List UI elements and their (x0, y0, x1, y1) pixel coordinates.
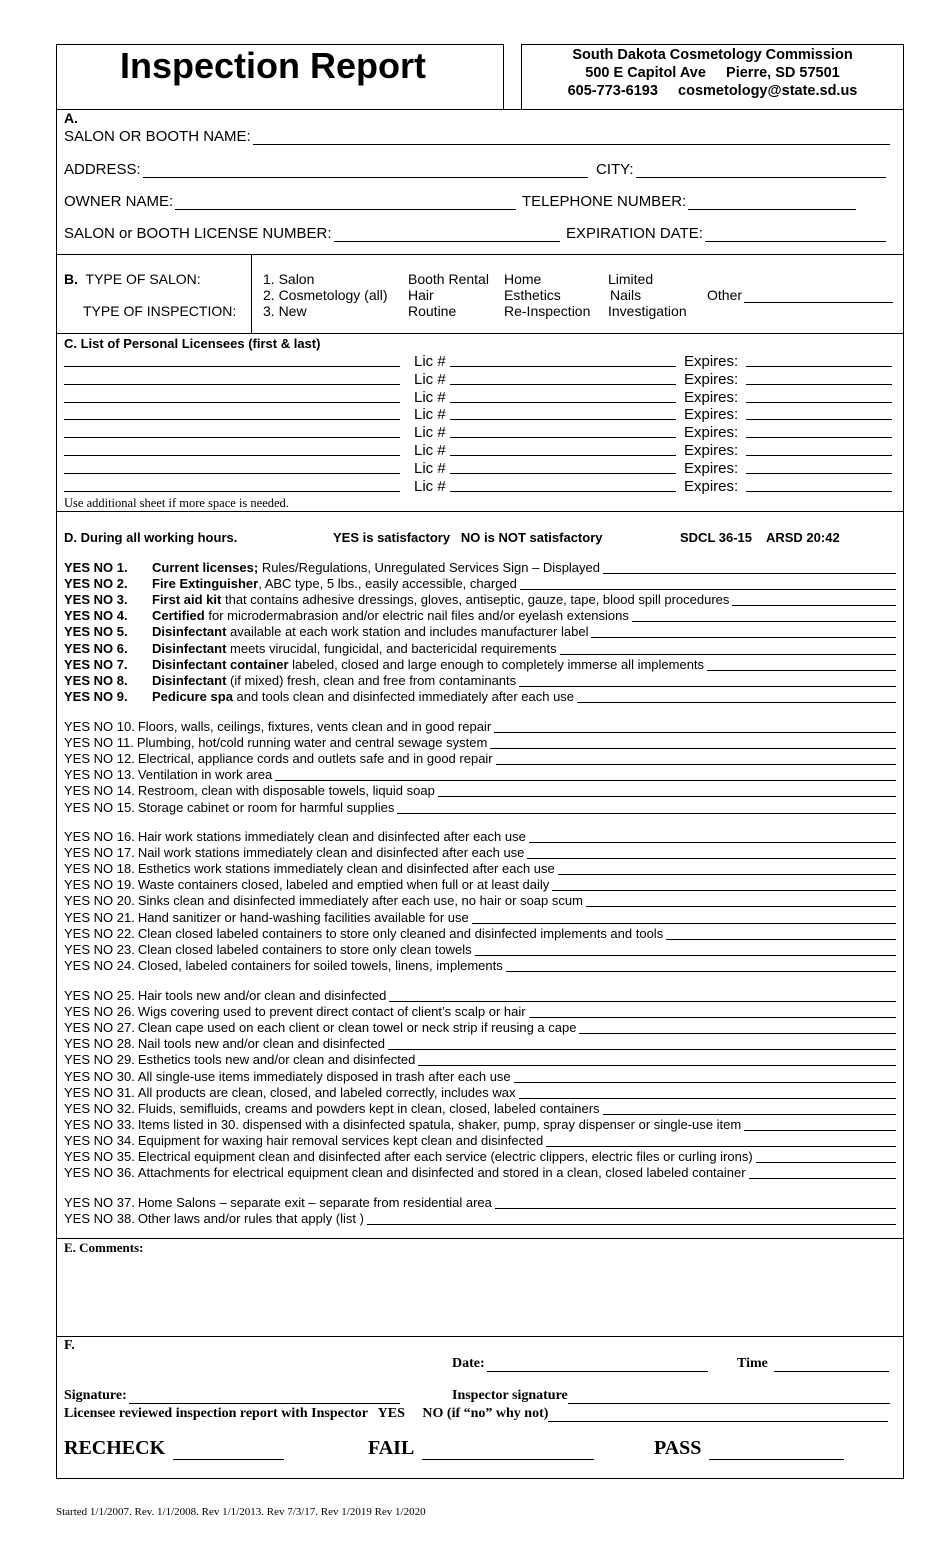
owner-name-field[interactable] (64, 193, 518, 210)
salon-name-field[interactable] (64, 128, 892, 145)
comments-area[interactable] (60, 1258, 898, 1334)
licensee-name-field[interactable] (64, 419, 400, 420)
lic-label: Lic # (414, 388, 446, 406)
item-text: for microdermabrasion and/or electric nail files and/or eyelash extensions (204, 608, 629, 624)
item-notes-line[interactable] (475, 944, 896, 956)
item-notes-line[interactable] (558, 863, 896, 875)
item-text: labeled, closed and large enough to completely immerse all implements (288, 656, 705, 672)
item-text: Floors, walls, ceilings, fixtures, vents clean and in good repair (137, 719, 492, 734)
item-notes-line[interactable] (418, 1054, 896, 1066)
section-divider (56, 511, 904, 512)
lic-number-field[interactable] (450, 419, 676, 420)
org-contact: 605-773-6193 cosmetology@state.sd.us (567, 83, 858, 99)
item-notes-line[interactable] (494, 721, 896, 733)
item-heading: Certified (152, 608, 205, 624)
item-text: Esthetics tools new and/or clean and disinfected (137, 1052, 416, 1068)
expires-field[interactable] (746, 419, 892, 420)
time-label: Time (737, 1356, 768, 1371)
section-divider (56, 333, 904, 334)
option-limited[interactable]: Limited (608, 271, 654, 287)
pass-label: PASS (654, 1437, 702, 1459)
licensee-name-field[interactable] (64, 455, 400, 456)
item-text: Home Salons – separate exit – separate from residential area (137, 1195, 492, 1210)
item-notes-line[interactable] (514, 1071, 896, 1083)
item-notes-line[interactable] (579, 1022, 896, 1034)
yes-no-choice[interactable]: YES NO 9. (64, 688, 128, 704)
expires-field[interactable] (746, 455, 892, 456)
yes-no-legend: YES is satisfactory NO is NOT satisfactory (333, 530, 603, 545)
item-text: Electrical, appliance cords and outlets safe and in good repair (137, 751, 493, 767)
telephone-field[interactable] (522, 193, 858, 210)
checklist-item-30[interactable] (64, 1069, 896, 1085)
section-c-note: Use additional sheet if more space is needed. (64, 496, 289, 510)
signature-field[interactable] (64, 1388, 402, 1404)
item-notes-line[interactable] (472, 912, 896, 924)
yes-no-choice[interactable]: YES NO 31. (64, 1084, 135, 1100)
yes-no-choice[interactable]: YES NO 20. (64, 893, 135, 909)
item-notes-line[interactable] (666, 928, 896, 940)
item-notes-line[interactable] (438, 785, 896, 797)
item-heading: Disinfectant container (152, 656, 289, 672)
item-heading: Current licenses; (152, 560, 259, 575)
section-divider (56, 254, 904, 255)
yes-no-choice[interactable]: YES NO 30. (64, 1068, 135, 1084)
license-number-field[interactable] (64, 225, 562, 242)
item-notes-line[interactable] (388, 1038, 896, 1050)
salon-name-label: SALON OR BOOTH NAME: (64, 128, 251, 145)
type-of-salon-label: B. TYPE OF SALON: (64, 271, 201, 287)
expiration-label: EXPIRATION DATE: (566, 225, 703, 242)
yes-no-choice[interactable]: YES NO 15. (64, 799, 135, 815)
checklist-item-8[interactable] (64, 673, 896, 689)
item-heading: Fire Extinguisher (152, 576, 259, 592)
item-heading: Disinfectant (152, 672, 227, 688)
checklist-item-29[interactable] (64, 1052, 896, 1068)
checklist-item-9[interactable] (64, 689, 896, 705)
checklist-item-35[interactable] (64, 1149, 896, 1165)
expires-label: Expires: (684, 370, 739, 388)
item-text: Nail tools new and/or clean and disinfected (137, 1036, 385, 1052)
item-notes-line[interactable] (603, 1103, 896, 1115)
item-heading: Disinfectant (152, 640, 227, 656)
yes-no-choice[interactable]: YES NO 5. (64, 624, 128, 640)
yes-no-choice[interactable]: YES NO 13. (64, 767, 135, 783)
city-field[interactable] (596, 161, 888, 178)
item-text: Hand sanitizer or hand-washing facilities available for use (137, 909, 469, 925)
item-text: Closed, labeled containers for soiled towels, linens, implements (137, 957, 503, 973)
licensee-row (64, 460, 892, 478)
expires-field[interactable] (746, 473, 892, 474)
owner-label: OWNER NAME: (64, 193, 174, 210)
item-text: Storage cabinet or room for harmful supplies (137, 799, 395, 815)
checklist-item-10[interactable] (64, 719, 896, 735)
item-text: Restroom, clean with disposable towels, liquid soap (137, 783, 435, 799)
expires-label: Expires: (684, 406, 739, 424)
option-salon[interactable]: 1. Salon (263, 271, 315, 287)
licensee-row (64, 406, 892, 424)
item-notes-line[interactable] (520, 578, 896, 590)
checklist-item-28[interactable] (64, 1036, 896, 1052)
item-notes-line[interactable] (749, 1167, 896, 1179)
lic-label: Lic # (414, 442, 446, 459)
item-notes-line[interactable] (707, 659, 896, 671)
item-notes-line[interactable] (519, 1087, 897, 1099)
licensee-name-field[interactable] (64, 491, 400, 492)
item-text: Plumbing, hot/cold running water and central sewage system (136, 735, 488, 751)
lic-label: Lic # (414, 424, 446, 442)
yes-no-choice[interactable]: YES NO 27. (64, 1020, 135, 1036)
option-routine[interactable]: Routine (408, 303, 457, 319)
checklist-item-23[interactable] (64, 942, 896, 958)
expires-field[interactable] (746, 491, 892, 492)
item-text: Hair tools new and/or clean and disinfected (137, 988, 387, 1003)
item-text: Sinks clean and disinfected immediately after each use, no hair or soap scum (137, 893, 583, 909)
item-text: (if mixed) fresh, clean and free from contaminants (226, 672, 517, 688)
checklist-item-26[interactable] (64, 1004, 896, 1020)
licensee-reviewed-field[interactable] (64, 1406, 890, 1422)
item-text: Clean closed labeled containers to store only cleaned and disinfected implements and tools (137, 925, 664, 941)
section-e-title: E. Comments: (64, 1240, 144, 1255)
item-heading: First aid kit (152, 592, 222, 608)
item-text: Rules/Regulations, Unregulated Services Sign – Displayed (258, 560, 600, 575)
section-divider (56, 1238, 904, 1239)
item-heading: Disinfectant (152, 624, 227, 640)
statute-refs: SDCL 36-15 ARSD 20:42 (680, 530, 840, 545)
checklist-item-7[interactable] (64, 657, 896, 673)
yes-no-choice[interactable]: YES NO 17. (64, 845, 135, 861)
signature-label: Signature: (64, 1388, 127, 1403)
yes-no-choice[interactable]: YES NO 8. (64, 672, 128, 688)
yes-no-choice[interactable]: YES NO 32. (64, 1100, 135, 1116)
yes-no-choice[interactable]: YES NO 22. (64, 925, 135, 941)
item-text: All single-use items immediately disposed in trash after each use (137, 1068, 511, 1084)
lic-number-field[interactable] (450, 455, 676, 456)
yes-no-choice[interactable]: YES NO 12. (64, 751, 135, 767)
section-c-title: C. List of Personal Licensees (first & last) (64, 336, 321, 351)
item-text: Hair work stations immediately clean and disinfected after each use (137, 829, 526, 844)
expires-label: Expires: (684, 477, 739, 495)
yes-no-choice[interactable]: YES NO 23. (64, 941, 135, 957)
yes-no-choice[interactable]: YES NO 10. (64, 719, 135, 734)
item-notes-line[interactable] (529, 831, 896, 843)
inspector-signature-label: Inspector signature (452, 1388, 568, 1403)
address-field[interactable] (64, 161, 590, 178)
item-notes-line[interactable] (591, 626, 896, 638)
checklist-item-12[interactable] (64, 751, 896, 767)
checklist-item-5[interactable] (64, 624, 896, 640)
yes-no-choice[interactable]: YES NO 16. (64, 829, 135, 844)
checklist-item-33[interactable] (64, 1117, 896, 1133)
checklist-item-4[interactable] (64, 608, 896, 624)
yes-no-choice[interactable]: YES NO 33. (64, 1116, 135, 1132)
address-label: ADDRESS: (64, 161, 141, 178)
item-text: Ventilation in work area (137, 767, 273, 783)
item-notes-line[interactable] (490, 737, 896, 749)
lic-label: Lic # (414, 353, 446, 370)
checklist-item-6[interactable] (64, 641, 896, 657)
item-text: All products are clean, closed, and labeled correctly, includes wax (137, 1084, 516, 1100)
option-home[interactable]: Home (504, 271, 542, 287)
yes-no-choice[interactable]: YES NO 37. (64, 1195, 135, 1210)
item-text: and tools clean and disinfected immediately after each use (232, 688, 575, 704)
licensee-row (64, 371, 892, 389)
section-a-label: A. (64, 110, 78, 126)
checklist-item-22[interactable] (64, 926, 896, 942)
page-title: Inspection Report (120, 45, 427, 86)
item-text: Waste containers closed, labeled and emptied when full or at least daily (137, 877, 550, 893)
section-d-title: D. During all working hours. (64, 530, 238, 545)
yes-no-choice[interactable]: YES NO 28. (64, 1036, 135, 1052)
lic-number-field[interactable] (450, 473, 676, 474)
item-text: Fluids, semifluids, creams and powders kept in clean, closed, labeled containers (137, 1100, 600, 1116)
expires-field[interactable] (746, 366, 892, 367)
checklist-item-21[interactable] (64, 910, 896, 926)
checklist-item-2[interactable] (64, 576, 896, 592)
item-notes-line[interactable] (527, 847, 896, 859)
item-notes-line[interactable] (756, 1151, 896, 1163)
section-f-label: F. (64, 1338, 75, 1353)
item-notes-line[interactable] (732, 594, 896, 606)
option-new[interactable]: 3. New (263, 303, 307, 319)
checklist-item-38[interactable] (64, 1211, 896, 1227)
revision-footer: Started 1/1/2007. Rev. 1/1/2008. Rev 1/1/2013. Rev 7/3/17. Rev 1/2019 Rev 1/2020 (56, 1506, 426, 1518)
expires-label: Expires: (684, 388, 739, 406)
item-text: meets virucidal, fungicidal, and bactericidal requirements (226, 640, 557, 656)
item-text: that contains adhesive dressings, gloves, antiseptic, gauze, tape, blood spill procedures (221, 592, 730, 608)
licensee-name-field[interactable] (64, 402, 400, 403)
checklist-item-31[interactable] (64, 1085, 896, 1101)
item-text: Items listed in 30. dispensed with a disinfected spatula, shaker, pump, spray dispenser or single-use item (137, 1116, 742, 1132)
item-text: Electrical equipment clean and disinfected after each service (electric clippers, electric files or curling irons) (137, 1149, 753, 1164)
lic-number-field[interactable] (450, 384, 676, 385)
expiration-date-field[interactable] (566, 225, 888, 242)
checklist-item-25[interactable] (64, 988, 896, 1004)
yes-no-choice[interactable]: YES NO 2. (64, 576, 128, 592)
item-notes-line[interactable] (603, 562, 896, 574)
licensee-row (64, 424, 892, 442)
date-field[interactable] (452, 1356, 710, 1372)
phone-label: TELEPHONE NUMBER: (522, 193, 687, 210)
yes-no-choice[interactable]: YES NO 11. (64, 735, 134, 751)
item-notes-line[interactable] (519, 675, 896, 687)
checklist-item-3[interactable] (64, 592, 896, 608)
yes-no-choice[interactable]: YES NO 18. (64, 861, 135, 877)
yes-no-choice[interactable]: YES NO 4. (64, 608, 128, 624)
time-field[interactable] (737, 1356, 891, 1372)
licensee-row (64, 478, 892, 496)
inspector-signature-field[interactable] (452, 1388, 892, 1404)
date-label: Date: (452, 1356, 485, 1371)
recheck-field[interactable] (64, 1437, 286, 1460)
item-text: Attachments for electrical equipment clean and disinfected and stored in a clean, closed labeled container (137, 1165, 746, 1181)
option-re-inspection[interactable]: Re-Inspection (504, 303, 591, 319)
yes-no-choice[interactable]: YES NO 25. (64, 988, 135, 1003)
item-notes-line[interactable] (495, 1197, 896, 1209)
expires-label: Expires: (684, 442, 739, 459)
checklist-item-11[interactable] (64, 735, 896, 751)
item-text: , ABC type, 5 lbs., easily accessible, charged (258, 576, 517, 592)
item-notes-line[interactable] (397, 802, 896, 814)
org-address: 500 E Capitol Ave Pierre, SD 57501 (585, 65, 840, 81)
lic-label: Lic # (414, 459, 446, 477)
item-notes-line[interactable] (552, 879, 896, 891)
lic-label: Lic # (414, 406, 446, 424)
checklist-item-1[interactable] (64, 560, 896, 576)
item-heading: Pedicure spa (152, 688, 233, 704)
section-divider (56, 1336, 904, 1337)
licensee-name-field[interactable] (64, 437, 400, 438)
item-notes-line[interactable] (506, 960, 896, 972)
item-notes-line[interactable] (586, 895, 896, 907)
checklist-item-18[interactable] (64, 861, 896, 877)
yes-no-choice[interactable]: YES NO 35. (64, 1149, 135, 1164)
lic-number-field[interactable] (450, 437, 676, 438)
item-text: Nail work stations immediately clean and disinfected after each use (137, 845, 525, 861)
checklist-item-37[interactable] (64, 1195, 896, 1211)
yes-no-choice[interactable]: YES NO 7. (64, 656, 128, 672)
type-of-inspection-label: TYPE OF INSPECTION: (83, 303, 237, 319)
checklist-item-36[interactable] (64, 1165, 896, 1181)
item-text: Esthetics work stations immediately clean and disinfected after each use (137, 861, 555, 877)
licensee-row (64, 442, 892, 460)
item-text: Clean cape used on each client or clean towel or neck strip if reusing a cape (137, 1020, 577, 1036)
item-notes-line[interactable] (546, 1135, 896, 1147)
yes-no-choice[interactable]: YES NO 29. (64, 1052, 135, 1068)
item-notes-line[interactable] (632, 610, 896, 622)
checklist-item-20[interactable] (64, 893, 896, 909)
section-b-divider (251, 254, 252, 334)
licensee-reviewed-label: Licensee reviewed inspection report with Inspector YES NO (if “no” why not) (64, 1406, 549, 1421)
yes-no-choice[interactable]: YES NO 19. (64, 877, 135, 893)
expires-field[interactable] (746, 437, 892, 438)
checklist-item-19[interactable] (64, 877, 896, 893)
checklist-item-24[interactable] (64, 958, 896, 974)
checklist-item-27[interactable] (64, 1020, 896, 1036)
item-notes-line[interactable] (367, 1213, 896, 1225)
checklist-item-16[interactable] (64, 829, 896, 845)
yes-no-choice[interactable]: YES NO 34. (64, 1132, 135, 1148)
yes-no-choice[interactable]: YES NO 6. (64, 640, 128, 656)
yes-no-choice[interactable]: YES NO 24. (64, 957, 135, 973)
item-notes-line[interactable] (496, 753, 896, 765)
yes-no-choice[interactable]: YES NO 14. (64, 783, 135, 799)
other-label: Other (707, 287, 743, 303)
item-text: Clean closed labeled containers to store only clean towels (137, 941, 472, 957)
expires-label: Expires: (684, 459, 739, 477)
expires-field[interactable] (746, 402, 892, 403)
yes-no-choice[interactable]: YES NO 38. (64, 1211, 135, 1227)
expires-field[interactable] (746, 384, 892, 385)
checklist-item-34[interactable] (64, 1133, 896, 1149)
item-text: Equipment for waxing hair removal services kept clean and disinfected (137, 1132, 544, 1148)
lic-label: Lic # (414, 370, 446, 388)
item-notes-line[interactable] (389, 990, 896, 1002)
item-notes-line[interactable] (744, 1119, 896, 1131)
option-esthetics[interactable]: Esthetics (504, 287, 561, 303)
item-notes-line[interactable] (529, 1006, 896, 1018)
item-text: Wigs covering used to prevent direct contact of client’s scalp or hair (137, 1004, 526, 1020)
option-investigation[interactable]: Investigation (608, 303, 687, 319)
checklist-item-17[interactable] (64, 845, 896, 861)
lic-number-field[interactable] (450, 402, 676, 403)
option-other-field[interactable] (707, 287, 895, 303)
org-name: South Dakota Cosmetology Commission (572, 47, 853, 63)
checklist-item-32[interactable] (64, 1101, 896, 1117)
option-nails[interactable]: Nails (610, 287, 642, 303)
option-booth-rental[interactable]: Booth Rental (408, 271, 489, 287)
expires-label: Expires: (684, 424, 739, 442)
recheck-label: RECHECK (64, 1437, 166, 1459)
yes-no-choice[interactable]: YES NO 3. (64, 592, 128, 608)
city-label: CITY: (596, 161, 634, 178)
lic-label: Lic # (414, 477, 446, 495)
checklist-item-14[interactable] (64, 783, 896, 799)
checklist-item-15[interactable] (64, 800, 896, 816)
yes-no-choice[interactable]: YES NO 26. (64, 1004, 135, 1020)
option-hair[interactable]: Hair (408, 287, 434, 303)
licensee-row (64, 389, 892, 407)
checklist-item-13[interactable] (64, 767, 896, 783)
item-notes-line[interactable] (275, 769, 896, 781)
yes-no-choice[interactable]: YES NO 21. (64, 909, 135, 925)
lic-number-field[interactable] (450, 366, 676, 367)
yes-no-choice[interactable]: YES NO 36. (64, 1165, 135, 1181)
fail-label: FAIL (368, 1437, 415, 1459)
item-text: available at each work station and includes manufacturer label (226, 624, 589, 640)
licensee-row (64, 353, 892, 371)
item-notes-line[interactable] (560, 643, 896, 655)
item-text: Other laws and/or rules that apply (list ) (137, 1211, 364, 1227)
licensee-name-field[interactable] (64, 384, 400, 385)
licensee-name-field[interactable] (64, 473, 400, 474)
pass-field[interactable] (654, 1437, 846, 1460)
license-label: SALON or BOOTH LICENSE NUMBER: (64, 225, 332, 242)
lic-number-field[interactable] (450, 491, 676, 492)
expires-label: Expires: (684, 353, 739, 370)
yes-no-choice[interactable]: YES NO 1. (64, 560, 128, 575)
option-cosmetology[interactable]: 2. Cosmetology (all) (263, 287, 388, 303)
fail-field[interactable] (368, 1437, 596, 1460)
item-notes-line[interactable] (577, 691, 896, 703)
licensee-name-field[interactable] (64, 366, 400, 367)
